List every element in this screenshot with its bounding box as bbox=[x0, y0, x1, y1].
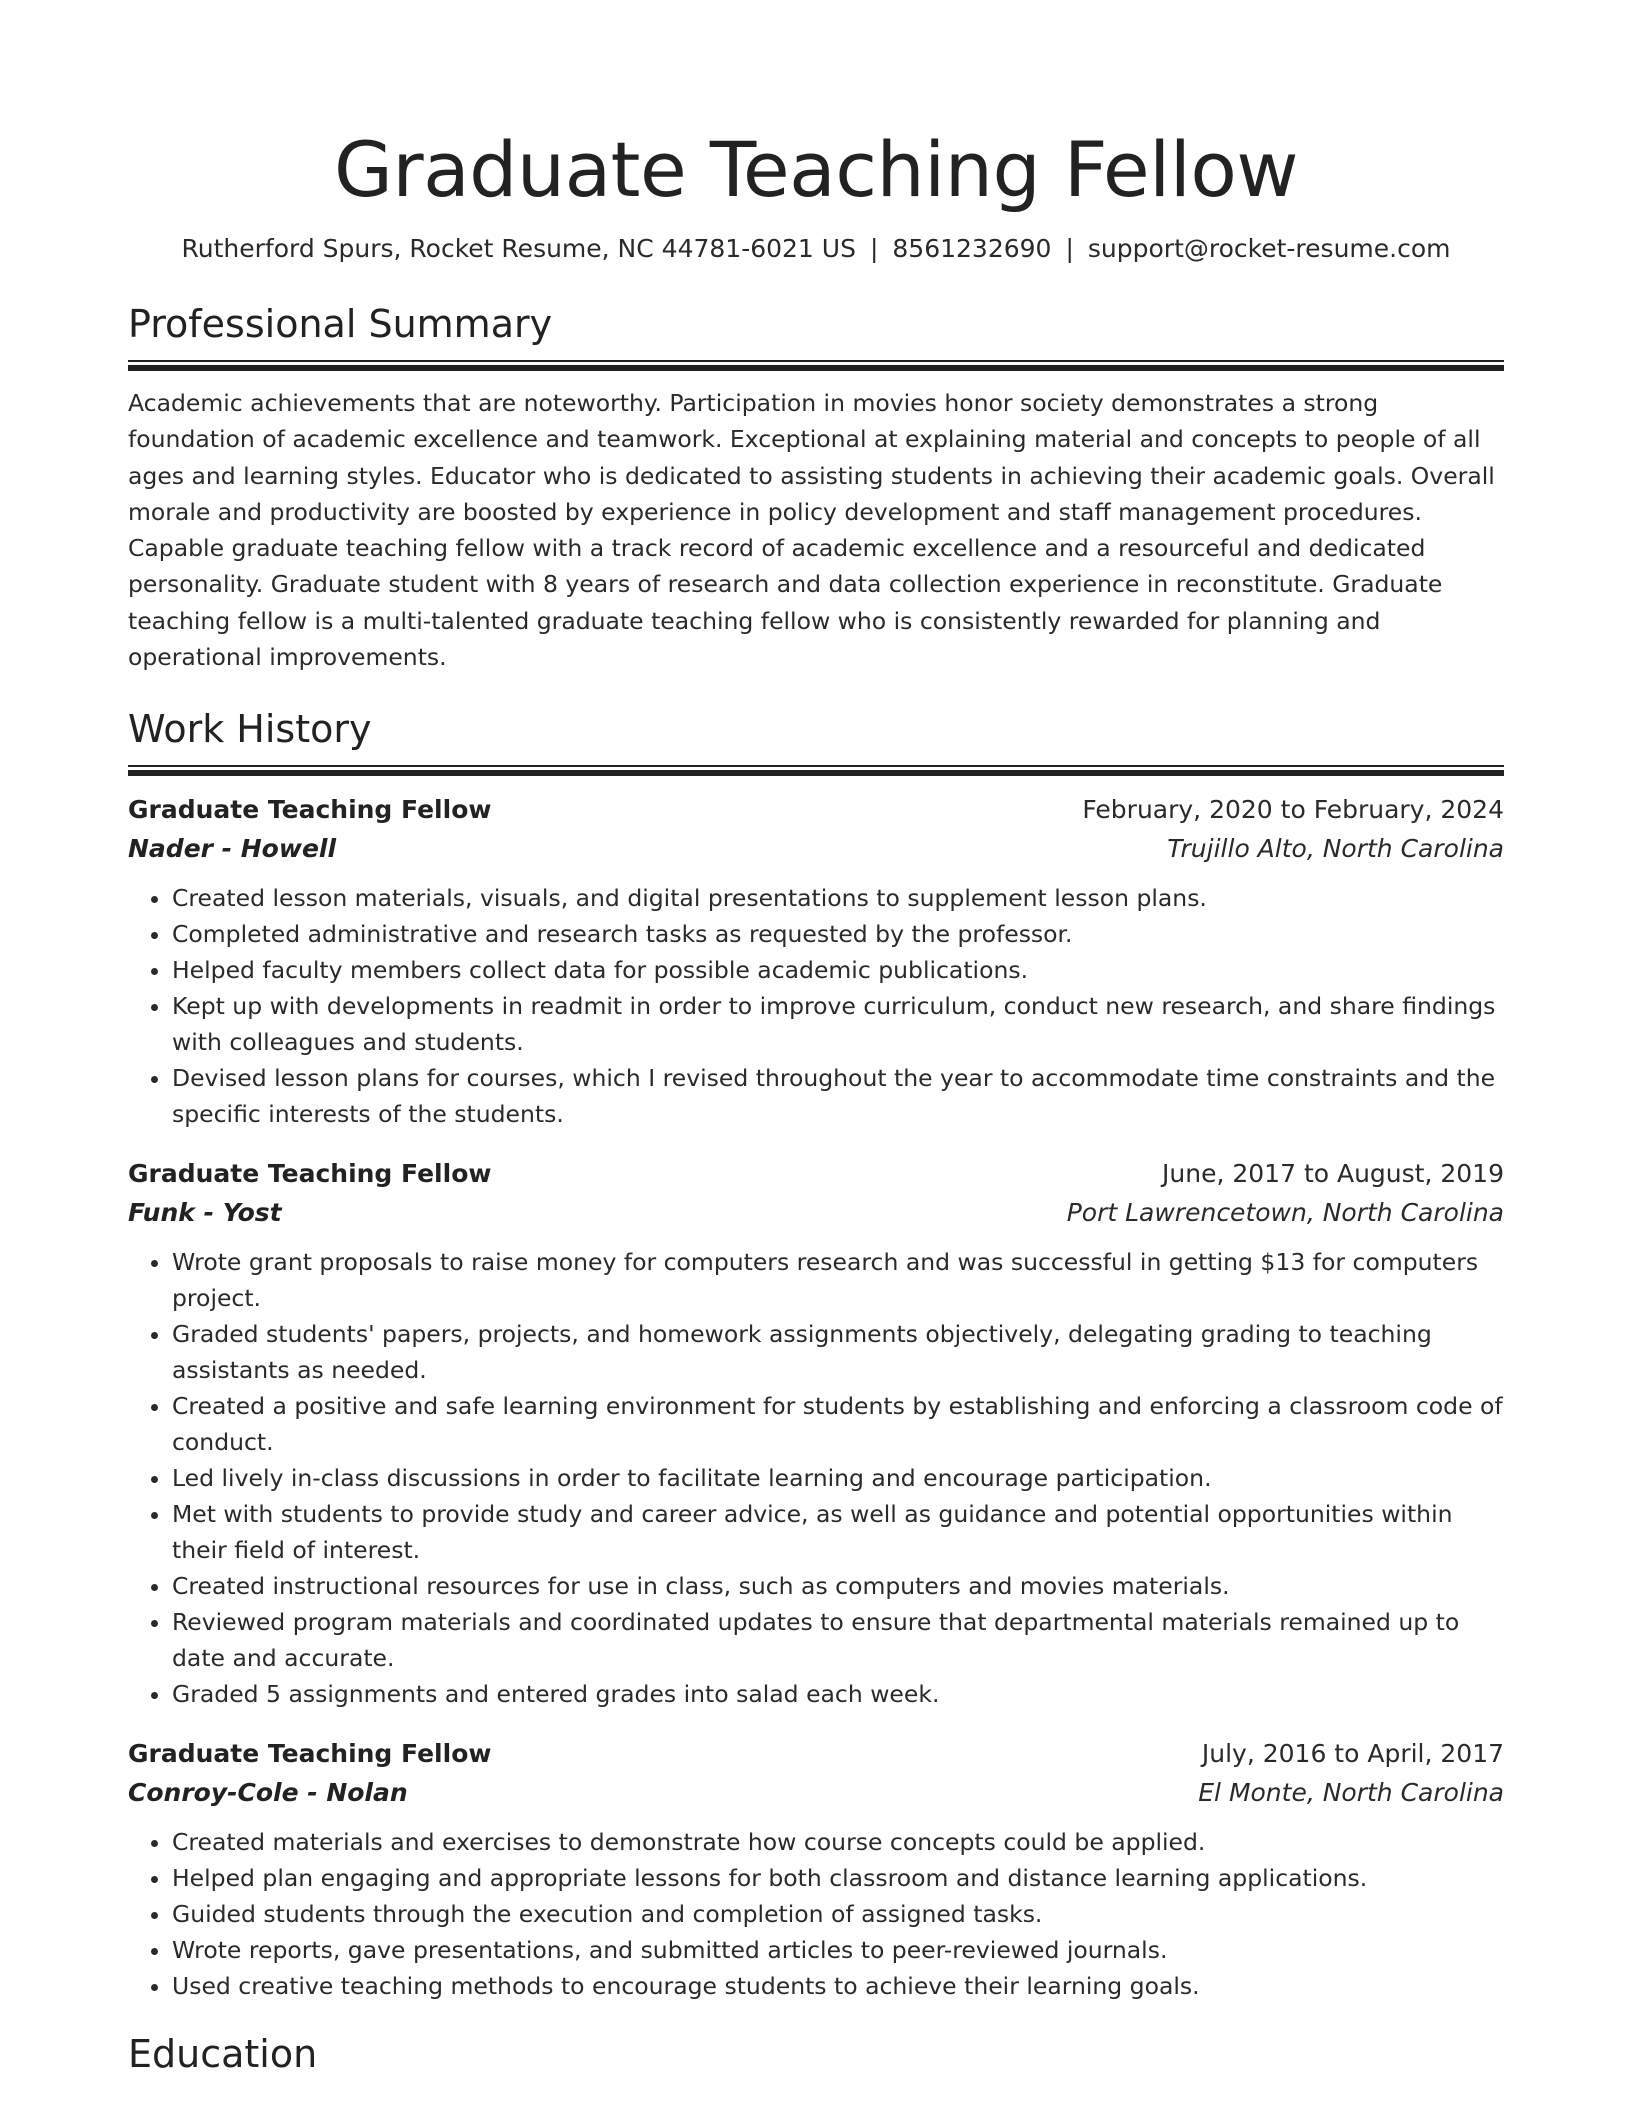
summary-section bbox=[128, 300, 1504, 675]
job-location: Port Lawrencetown, North Carolina bbox=[1066, 1198, 1504, 1228]
section-title-education: Education bbox=[128, 2032, 318, 2077]
contact-line bbox=[128, 232, 1504, 266]
section-divider bbox=[128, 360, 1504, 371]
job-dates: July, 2016 to April, 2017 bbox=[1201, 1739, 1504, 1769]
job-duties-list bbox=[128, 880, 1504, 1132]
section-divider bbox=[128, 765, 1504, 776]
contact-email[interactable]: support@rocket-resume.com bbox=[1087, 234, 1451, 263]
job-duty-item: • Created instructional resources for use in class, such as computers and movies materials. bbox=[172, 1568, 1504, 1604]
job-company: Funk - Yost bbox=[128, 1198, 282, 1228]
job-entry bbox=[128, 790, 1504, 1132]
contact-phone: 8561232690 bbox=[892, 234, 1052, 263]
job-duty-item: • Reviewed program materials and coordinated updates to ensure that departmental materials remained up to date and accurate. bbox=[172, 1604, 1504, 1676]
resume-page bbox=[128, 0, 1504, 2078]
job-duty-item: • Used creative teaching methods to encourage students to achieve their learning goals. bbox=[172, 1968, 1504, 2004]
job-entry bbox=[128, 1734, 1504, 2004]
job-duties-list bbox=[128, 1244, 1504, 1712]
job-duty-item: • Completed administrative and research tasks as requested by the professor. bbox=[172, 916, 1504, 952]
job-duty-item: • Led lively in-class discussions in order to facilitate learning and encourage participation. bbox=[172, 1460, 1504, 1496]
job-entry bbox=[128, 1154, 1504, 1712]
job-duty-item: • Helped faculty members collect data for possible academic publications. bbox=[172, 952, 1504, 988]
job-duty-item: • Devised lesson plans for courses, which I revised throughout the year to accommodate time constraints and the specific interests of the students. bbox=[172, 1060, 1504, 1132]
job-dates: February, 2020 to February, 2024 bbox=[1082, 795, 1504, 825]
job-duties-list bbox=[128, 1824, 1504, 2004]
job-duty-item: • Created materials and exercises to demonstrate how course concepts could be applied. bbox=[172, 1824, 1504, 1860]
job-duty-item: • Guided students through the execution and completion of assigned tasks. bbox=[172, 1896, 1504, 1932]
job-duty-item: • Created lesson materials, visuals, and digital presentations to supplement lesson plans. bbox=[172, 880, 1504, 916]
contact-separator: | bbox=[869, 234, 879, 263]
job-duty-item: • Created a positive and safe learning environment for students by establishing and enforcing a classroom code of conduct. bbox=[172, 1388, 1504, 1460]
education-section bbox=[128, 2030, 1504, 2078]
job-company: Nader - Howell bbox=[128, 834, 337, 864]
work-history-section bbox=[128, 705, 1504, 2004]
job-title: Graduate Teaching Fellow bbox=[128, 1159, 492, 1189]
job-duty-item: • Kept up with developments in readmit in order to improve curriculum, conduct new research, and share findings with colleagues and students. bbox=[172, 988, 1504, 1060]
job-title: Graduate Teaching Fellow bbox=[128, 795, 492, 825]
job-duty-item: • Graded 5 assignments and entered grades into salad each week. bbox=[172, 1676, 1504, 1712]
job-duty-item: • Helped plan engaging and appropriate lessons for both classroom and distance learning applications. bbox=[172, 1860, 1504, 1896]
contact-address: Rutherford Spurs, Rocket Resume, NC 44781-6021 US bbox=[181, 234, 856, 263]
section-title-summary: Professional Summary bbox=[128, 302, 553, 346]
job-location: El Monte, North Carolina bbox=[1198, 1778, 1504, 1808]
summary-text: Academic achievements that are noteworthy. Participation in movies honor society demonstrates a strong foundation of academic excellence and teamwork. Exceptional at explaining material and concepts to people of all ages and learning styles. Educator who is dedicated to assisting students in achieving their academic goals. Overall morale and productivity are boosted by experience in policy development and staff management procedures. Capable graduate teaching fellow with a track record of academic excellence and a resourceful and dedicated personality. Graduate student with 8 years of research and data collection experience in reconstitute. Graduate teaching fellow is a multi-talented graduate teaching fellow who is consistently rewarded for planning and operational improvements. bbox=[128, 389, 1495, 672]
job-location: Trujillo Alto, North Carolina bbox=[1167, 834, 1504, 864]
job-duty-item: • Wrote grant proposals to raise money for computers research and was successful in getting $13 for computers project. bbox=[172, 1244, 1504, 1316]
job-dates: June, 2017 to August, 2019 bbox=[1162, 1159, 1504, 1189]
job-company: Conroy-Cole - Nolan bbox=[128, 1778, 408, 1808]
job-duty-item: • Met with students to provide study and career advice, as well as guidance and potential opportunities within their field of interest. bbox=[172, 1496, 1504, 1568]
section-title-work-history: Work History bbox=[128, 707, 372, 752]
job-duty-item: • Wrote reports, gave presentations, and submitted articles to peer-reviewed journals. bbox=[172, 1932, 1504, 1968]
job-title: Graduate Teaching Fellow bbox=[128, 1739, 492, 1769]
job-duty-item: • Graded students' papers, projects, and homework assignments objectively, delegating grading to teaching assistants as needed. bbox=[172, 1316, 1504, 1388]
candidate-name: Graduate Teaching Fellow bbox=[333, 125, 1299, 214]
contact-separator: | bbox=[1065, 234, 1074, 263]
